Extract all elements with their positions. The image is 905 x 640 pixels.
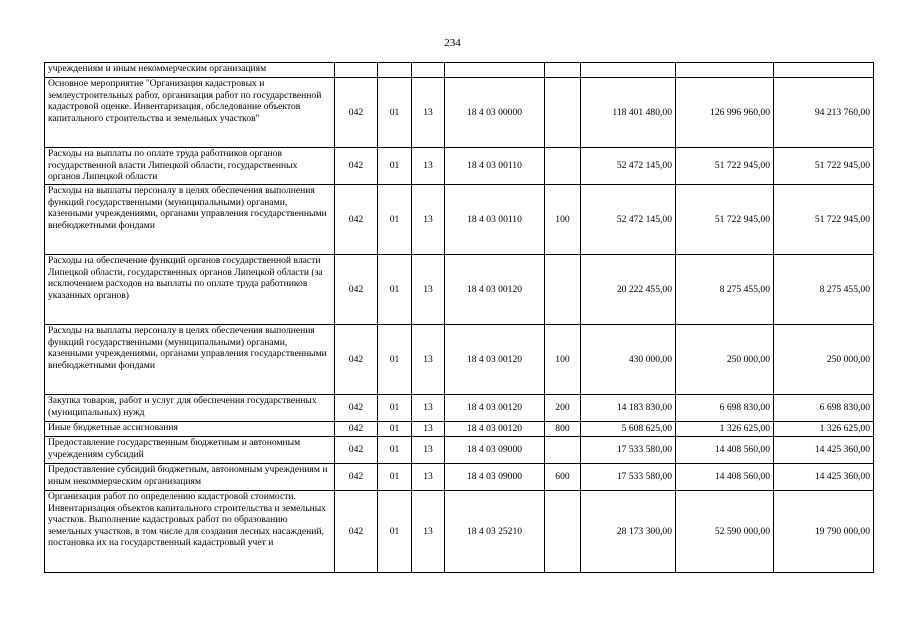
sum-year-1: 28 173 300,00	[581, 491, 676, 573]
expense-type-code	[545, 63, 581, 78]
sum-year-2: 6 698 830,00	[676, 395, 774, 422]
sum-year-1: 14 183 830,00	[581, 395, 676, 422]
budget-table	[44, 62, 874, 573]
subsection-code: 13	[412, 491, 445, 573]
table-row	[45, 422, 874, 437]
expense-type-code: 100	[545, 185, 581, 255]
sum-year-3	[774, 63, 874, 78]
sum-year-1: 5 608 625,00	[581, 422, 676, 437]
sum-year-2: 250 000,00	[676, 325, 774, 395]
expense-type-code: 800	[545, 422, 581, 437]
row-name: Расходы на выплаты персоналу в целях обеспечения выполнения функций государственными (муниципальными) органами, казенными учреждениями, органами управления государственными внебюджетными фондами	[45, 325, 335, 395]
section-code: 01	[378, 464, 412, 491]
table-row	[45, 325, 874, 395]
ministry-code: 042	[335, 78, 378, 148]
target-code: 18 4 03 00000	[445, 78, 545, 148]
subsection-code: 13	[412, 422, 445, 437]
ministry-code: 042	[335, 185, 378, 255]
section-code: 01	[378, 185, 412, 255]
target-code: 18 4 03 00120	[445, 395, 545, 422]
expense-type-code	[545, 78, 581, 148]
table-row	[45, 255, 874, 325]
row-name: Расходы на выплаты по оплате труда работников органов государственной власти Липецкой области, государственных органов Липецкой области	[45, 148, 335, 185]
table-row	[45, 464, 874, 491]
sum-year-1: 118 401 480,00	[581, 78, 676, 148]
sum-year-1: 17 533 580,00	[581, 464, 676, 491]
table-row	[45, 148, 874, 185]
expense-type-code: 600	[545, 464, 581, 491]
row-name: Иные бюджетные ассигнования	[45, 422, 335, 437]
section-code: 01	[378, 325, 412, 395]
table-row	[45, 78, 874, 148]
section-code	[378, 63, 412, 78]
subsection-code: 13	[412, 185, 445, 255]
target-code	[445, 63, 545, 78]
table-body	[45, 63, 874, 573]
target-code: 18 4 03 25210	[445, 491, 545, 573]
row-name: Закупка товаров, работ и услуг для обеспечения государственных (муниципальных) нужд	[45, 395, 335, 422]
sum-year-3: 14 425 360,00	[774, 437, 874, 464]
sum-year-3: 51 722 945,00	[774, 185, 874, 255]
ministry-code: 042	[335, 437, 378, 464]
sum-year-2: 1 326 625,00	[676, 422, 774, 437]
subsection-code: 13	[412, 437, 445, 464]
sum-year-2: 51 722 945,00	[676, 148, 774, 185]
section-code: 01	[378, 255, 412, 325]
expense-type-code	[545, 148, 581, 185]
subsection-code: 13	[412, 78, 445, 148]
target-code: 18 4 03 09000	[445, 464, 545, 491]
sum-year-3: 6 698 830,00	[774, 395, 874, 422]
section-code: 01	[378, 491, 412, 573]
table-row	[45, 395, 874, 422]
subsection-code: 13	[412, 325, 445, 395]
sum-year-3: 94 213 760,00	[774, 78, 874, 148]
ministry-code	[335, 63, 378, 78]
section-code: 01	[378, 148, 412, 185]
subsection-code: 13	[412, 395, 445, 422]
section-code: 01	[378, 437, 412, 464]
expense-type-code	[545, 255, 581, 325]
row-name: Основное мероприятие "Организация кадастровых и землеустроительных работ, организация работ по государственной кадастровой оценке. Инвентаризация, обследование объектов капитального строительства и земельных участков"	[45, 78, 335, 148]
page-number: 234	[444, 37, 461, 49]
row-name: Расходы на обеспечение функций органов государственной власти Липецкой области, государственных органов Липецкой области (за исключением расходов на выплаты по оплате труда работников указанных органов)	[45, 255, 335, 325]
expense-type-code: 200	[545, 395, 581, 422]
sum-year-2: 51 722 945,00	[676, 185, 774, 255]
sum-year-2: 14 408 560,00	[676, 437, 774, 464]
target-code: 18 4 03 00110	[445, 148, 545, 185]
row-name: Предоставление субсидий бюджетным, автономным учреждениям и иным некоммерческим организациям	[45, 464, 335, 491]
row-name: учреждениям и иным некоммерческим организациям	[45, 63, 335, 78]
expense-type-code	[545, 437, 581, 464]
sum-year-3: 51 722 945,00	[774, 148, 874, 185]
table-row	[45, 185, 874, 255]
ministry-code: 042	[335, 325, 378, 395]
sum-year-2	[676, 63, 774, 78]
ministry-code: 042	[335, 422, 378, 437]
table-row	[45, 437, 874, 464]
subsection-code: 13	[412, 255, 445, 325]
expense-type-code	[545, 491, 581, 573]
sum-year-3: 19 790 000,00	[774, 491, 874, 573]
table-row	[45, 491, 874, 573]
target-code: 18 4 03 00120	[445, 422, 545, 437]
sum-year-1: 52 472 145,00	[581, 185, 676, 255]
table-row	[45, 63, 874, 78]
sum-year-3: 14 425 360,00	[774, 464, 874, 491]
ministry-code: 042	[335, 491, 378, 573]
section-code: 01	[378, 395, 412, 422]
target-code: 18 4 03 00120	[445, 255, 545, 325]
target-code: 18 4 03 00110	[445, 185, 545, 255]
sum-year-1: 52 472 145,00	[581, 148, 676, 185]
sum-year-3: 8 275 455,00	[774, 255, 874, 325]
ministry-code: 042	[335, 395, 378, 422]
ministry-code: 042	[335, 148, 378, 185]
sum-year-3: 1 326 625,00	[774, 422, 874, 437]
row-name: Предоставление государственным бюджетным и автономным учреждениям субсидий	[45, 437, 335, 464]
sum-year-1: 17 533 580,00	[581, 437, 676, 464]
section-code: 01	[378, 78, 412, 148]
sum-year-2: 14 408 560,00	[676, 464, 774, 491]
row-name: Расходы на выплаты персоналу в целях обеспечения выполнения функций государственными (муниципальными) органами, казенными учреждениями, органами управления государственными внебюджетными фондами	[45, 185, 335, 255]
target-code: 18 4 03 00120	[445, 325, 545, 395]
sum-year-1	[581, 63, 676, 78]
target-code: 18 4 03 09000	[445, 437, 545, 464]
sum-year-2: 126 996 960,00	[676, 78, 774, 148]
expense-type-code: 100	[545, 325, 581, 395]
section-code: 01	[378, 422, 412, 437]
sum-year-2: 52 590 000,00	[676, 491, 774, 573]
subsection-code: 13	[412, 464, 445, 491]
row-name: Организация работ по определению кадастровой стоимости. Инвентаризация объектов капитального строительства и земельных участков. Выполнение кадастровых работ по образованию земельных участков, в том числе для создания лесных насаждений, постановка их на государственный кадастровый учет и	[45, 491, 335, 573]
ministry-code: 042	[335, 255, 378, 325]
subsection-code: 13	[412, 148, 445, 185]
sum-year-1: 20 222 455,00	[581, 255, 676, 325]
ministry-code: 042	[335, 464, 378, 491]
sum-year-1: 430 000,00	[581, 325, 676, 395]
sum-year-2: 8 275 455,00	[676, 255, 774, 325]
subsection-code	[412, 63, 445, 78]
sum-year-3: 250 000,00	[774, 325, 874, 395]
